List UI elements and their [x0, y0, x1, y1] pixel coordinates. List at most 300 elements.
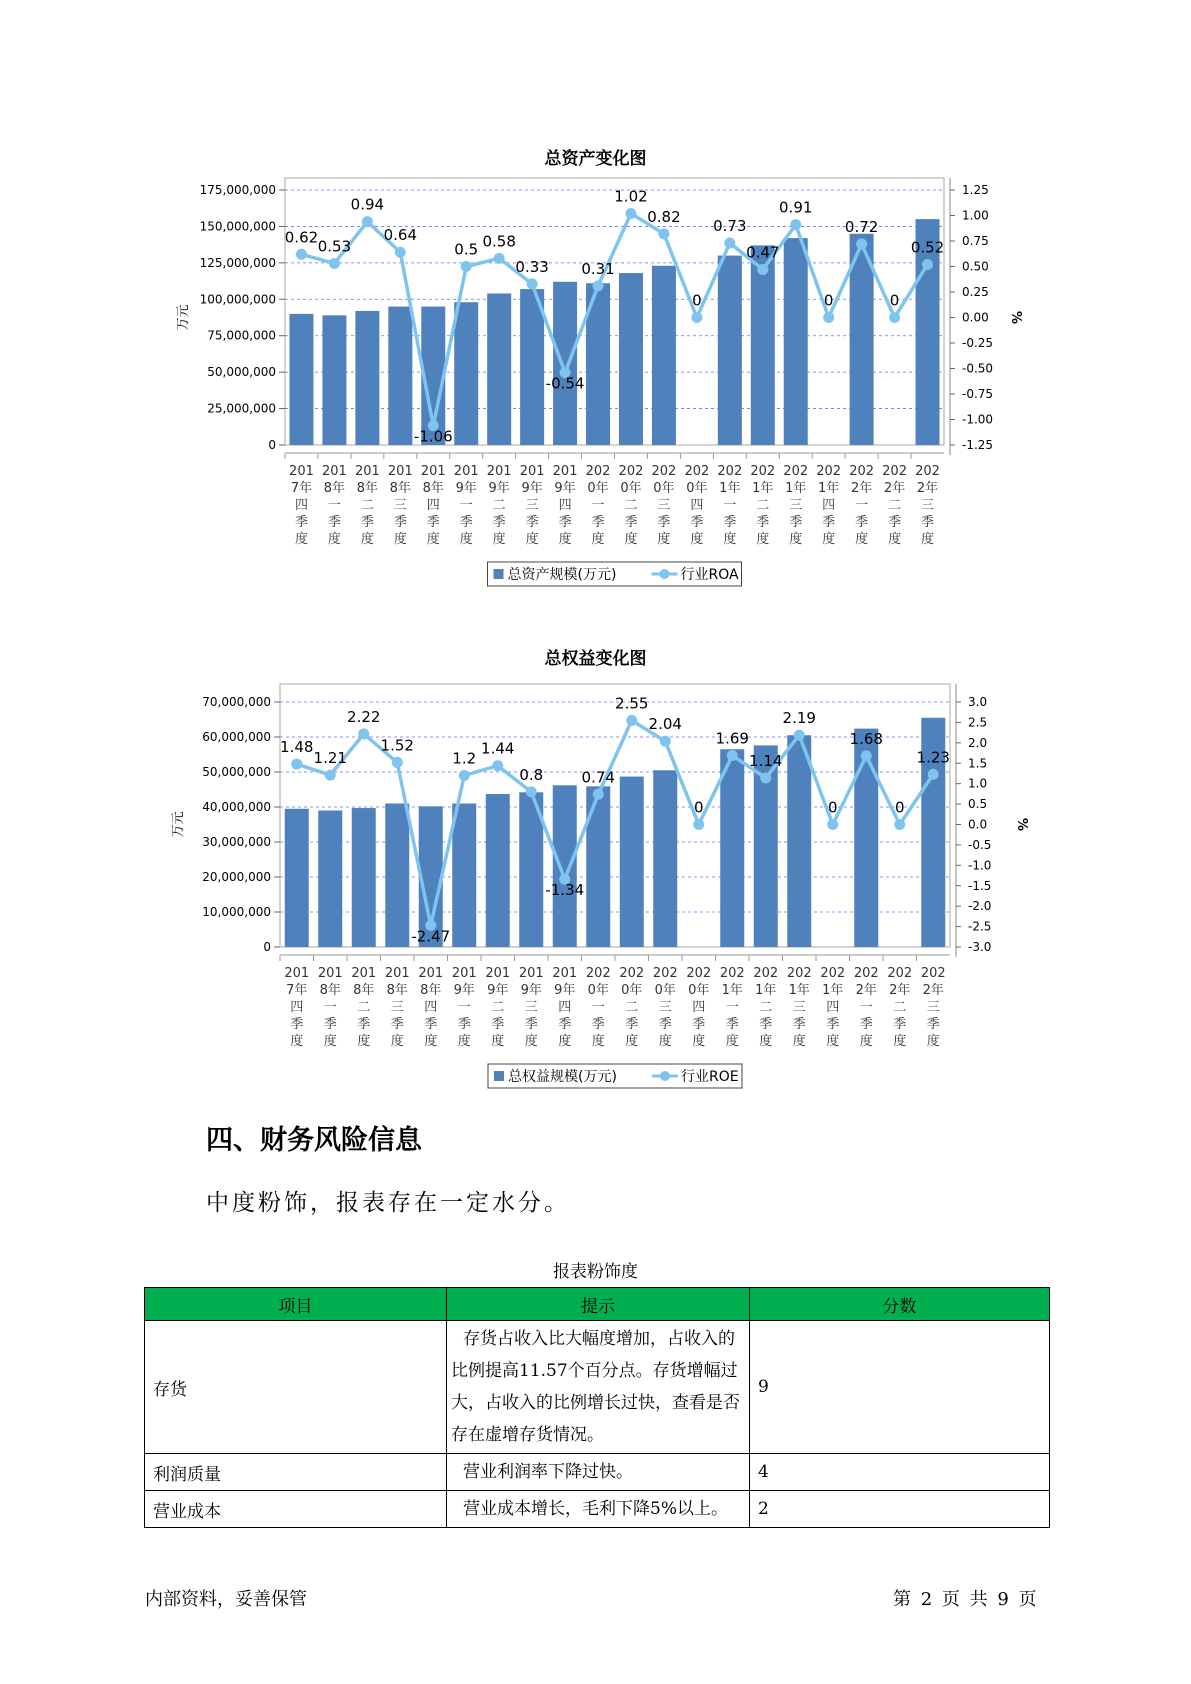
x-tick-label: 度 — [624, 532, 638, 547]
right-tick-label: -0.25 — [962, 336, 994, 350]
x-tick-label: 季 — [290, 1017, 304, 1032]
legend-bar-swatch — [494, 569, 504, 579]
x-tick-label: 度 — [690, 532, 704, 547]
data-label-3: 0.64 — [383, 226, 418, 245]
x-tick-label: 季 — [459, 515, 473, 530]
line-point-6 — [492, 760, 503, 771]
x-tick-label: 度 — [360, 532, 374, 547]
x-tick-label: 一 — [859, 1000, 873, 1015]
x-tick-label: 8年 — [319, 983, 341, 998]
row-score: 4 — [750, 1454, 1050, 1491]
bar-14 — [751, 245, 775, 445]
right-tick-label: -2.5 — [968, 919, 992, 934]
right-tick-label: 0.00 — [962, 310, 989, 325]
bar-6 — [487, 293, 511, 445]
x-tick-label: 季 — [492, 515, 506, 530]
x-tick-label: 202 — [585, 966, 611, 981]
bar-1 — [322, 315, 346, 445]
x-tick-label: 三 — [390, 1000, 404, 1015]
right-tick-label: 2.5 — [968, 715, 988, 730]
x-tick-label: 度 — [524, 1034, 538, 1049]
x-tick-label: 度 — [390, 1034, 404, 1049]
x-tick-label: 度 — [525, 532, 539, 547]
left-tick-label: 70,000,000 — [202, 695, 271, 709]
bar-15 — [784, 238, 808, 445]
x-tick-label: 度 — [558, 532, 572, 547]
footer-confidential: 内部资料，妥善保管 — [145, 1589, 307, 1610]
total-equity-chart — [0, 672, 1191, 1092]
left-axis-label: 万元 — [176, 304, 191, 331]
x-tick-label: 度 — [294, 532, 308, 547]
x-tick-label: 二 — [756, 498, 770, 513]
line-point-1 — [329, 258, 340, 269]
right-tick-label: 0.75 — [962, 234, 989, 248]
data-label-1: 0.53 — [317, 237, 352, 256]
x-tick-label: 季 — [426, 515, 440, 530]
left-tick-label: 50,000,000 — [207, 365, 276, 380]
footer-page-number: 第 2 页 共 9 页 — [893, 1589, 1037, 1610]
left-tick-label: 100,000,000 — [199, 292, 276, 307]
line-point-3 — [395, 247, 406, 258]
x-tick-label: 202 — [686, 966, 712, 981]
line-point-15 — [790, 219, 801, 230]
x-tick-label: 202 — [882, 464, 907, 479]
data-label-9: 0.31 — [581, 259, 615, 278]
bar-3 — [388, 307, 412, 445]
x-tick-label: 9年 — [453, 983, 475, 998]
x-tick-label: 季 — [789, 515, 803, 530]
data-label-19: 1.23 — [916, 748, 950, 767]
x-tick-label: 季 — [826, 1017, 840, 1032]
line-point-9 — [593, 789, 604, 800]
legend-line-marker — [660, 569, 670, 579]
x-tick-label: 202 — [887, 966, 913, 981]
bar-13 — [720, 749, 744, 947]
x-tick-label: 三 — [525, 498, 539, 513]
x-tick-label: 202 — [753, 966, 779, 981]
data-label-8: -1.34 — [545, 881, 585, 900]
row-hint: 存货占收入比大幅度增加，占收入的比例提高11.57个百分点。存货增幅过大，占收入的比例增长过快，查看是否存在虚增存货情况。 — [447, 1321, 750, 1454]
bar-10 — [620, 777, 644, 947]
right-tick-label: 3.0 — [968, 695, 988, 709]
x-tick-label: 季 — [624, 515, 638, 530]
plot-frame — [280, 684, 950, 947]
x-tick-label: 202 — [652, 966, 678, 981]
line-point-3 — [392, 757, 403, 768]
left-tick-label: 40,000,000 — [202, 800, 271, 814]
x-tick-label: 四 — [424, 1000, 438, 1015]
bar-9 — [586, 786, 610, 947]
x-tick-label: 201 — [322, 464, 347, 479]
x-tick-label: 202 — [750, 464, 776, 479]
x-tick-label: 202 — [719, 966, 745, 981]
x-tick-label: 202 — [619, 966, 645, 981]
bar-11 — [652, 266, 676, 445]
x-tick-label: 0年 — [688, 983, 710, 998]
x-tick-label: 度 — [459, 532, 473, 547]
x-tick-label: 季 — [393, 515, 407, 530]
x-tick-label: 8年 — [353, 983, 375, 998]
header-item: 项目 — [145, 1288, 447, 1321]
data-label-12: 0 — [692, 291, 702, 310]
left-tick-label: 175,000,000 — [199, 183, 276, 197]
data-label-1: 1.21 — [313, 749, 347, 768]
x-tick-label: 201 — [486, 464, 512, 479]
x-tick-label: 度 — [888, 532, 902, 547]
x-tick-label: 201 — [289, 464, 314, 479]
bar-1 — [318, 811, 342, 948]
x-tick-label: 季 — [690, 515, 704, 530]
x-tick-label: 1年 — [818, 481, 840, 496]
right-tick-label: -2.0 — [968, 899, 992, 914]
legend-line-marker — [660, 1071, 670, 1081]
x-tick-label: 二 — [759, 1000, 773, 1015]
left-tick-label: 0 — [263, 940, 271, 954]
x-tick-label: 1年 — [755, 983, 777, 998]
row-item: 营业成本 — [145, 1491, 447, 1528]
risk-table — [144, 1287, 1050, 1528]
legend-line-label: 行业ROA — [680, 567, 739, 583]
legend-bar-label: 总资产规模(万元) — [507, 567, 617, 583]
x-tick-label: 202 — [920, 966, 946, 981]
right-tick-label: -3.0 — [968, 940, 992, 954]
x-tick-label: 201 — [518, 966, 544, 981]
bar-3 — [385, 804, 409, 948]
x-tick-label: 季 — [457, 1017, 471, 1032]
x-tick-label: 季 — [294, 515, 308, 530]
x-tick-label: 季 — [591, 515, 605, 530]
x-tick-label: 2年 — [889, 983, 911, 998]
x-tick-label: 一 — [725, 1000, 739, 1015]
x-tick-label: 季 — [558, 1017, 572, 1032]
x-tick-label: 度 — [323, 1034, 337, 1049]
x-tick-label: 二 — [491, 1000, 505, 1015]
data-label-6: 0.58 — [482, 232, 516, 251]
x-tick-label: 201 — [317, 966, 343, 981]
left-tick-label: 25,000,000 — [207, 401, 276, 416]
data-label-8: -0.54 — [545, 374, 585, 393]
bar-6 — [486, 794, 510, 947]
right-tick-label: 0.0 — [968, 817, 988, 832]
x-tick-label: 度 — [658, 1034, 672, 1049]
row-item: 利润质量 — [145, 1454, 447, 1491]
x-tick-label: 202 — [816, 464, 842, 479]
x-tick-label: 度 — [657, 532, 671, 547]
x-tick-label: 三 — [524, 1000, 538, 1015]
x-tick-label: 季 — [323, 1017, 337, 1032]
line-point-12 — [693, 819, 704, 830]
x-tick-label: 201 — [451, 966, 477, 981]
x-tick-label: 一 — [723, 498, 737, 513]
x-tick-label: 0年 — [621, 983, 643, 998]
x-tick-label: 三 — [926, 1000, 940, 1015]
line-point-6 — [494, 253, 505, 264]
x-tick-label: 2年 — [916, 481, 939, 496]
line-point-18 — [889, 312, 900, 323]
line-point-19 — [922, 259, 933, 270]
x-tick-label: 三 — [789, 498, 803, 513]
legend-line-label: 行业ROE — [681, 1069, 739, 1085]
line-point-13 — [727, 750, 738, 761]
data-label-5: 1.2 — [452, 749, 477, 768]
data-label-17: 0.72 — [844, 218, 879, 237]
row-hint: 营业利润率下降过快。 — [447, 1454, 750, 1491]
x-tick-label: 季 — [893, 1017, 907, 1032]
x-tick-label: 二 — [624, 498, 638, 513]
x-tick-label: 一 — [459, 498, 473, 513]
x-tick-label: 201 — [284, 966, 310, 981]
x-tick-label: 季 — [723, 515, 737, 530]
x-tick-label: 四 — [558, 498, 572, 513]
line-point-5 — [459, 770, 470, 781]
data-label-11: 2.04 — [648, 715, 682, 734]
x-tick-label: 8年 — [323, 481, 346, 496]
data-label-18: 0 — [889, 291, 900, 310]
data-label-16: 0 — [823, 291, 834, 310]
bar-2 — [355, 311, 379, 445]
left-tick-label: 150,000,000 — [199, 219, 276, 234]
bar-13 — [718, 256, 742, 445]
x-tick-label: 三 — [658, 1000, 672, 1015]
x-tick-label: 季 — [591, 1017, 605, 1032]
right-tick-label: -0.75 — [962, 387, 994, 401]
x-tick-label: 三 — [393, 498, 407, 513]
x-tick-label: 季 — [327, 515, 341, 530]
data-label-0: 1.48 — [280, 738, 314, 757]
right-tick-label: -0.50 — [962, 361, 994, 376]
x-tick-label: 四 — [692, 1000, 706, 1015]
line-point-0 — [291, 759, 302, 770]
bar-8 — [553, 785, 577, 947]
data-label-2: 2.22 — [347, 707, 381, 726]
x-tick-label: 202 — [849, 464, 875, 479]
bar-11 — [653, 770, 677, 947]
x-tick-label: 8年 — [422, 481, 444, 496]
x-tick-label: 四 — [290, 1000, 304, 1015]
x-tick-label: 1年 — [822, 983, 844, 998]
data-label-5: 0.5 — [454, 240, 479, 259]
data-label-15: 0.91 — [779, 198, 813, 217]
x-tick-label: 0年 — [654, 983, 676, 998]
line-point-15 — [794, 730, 805, 741]
data-label-6: 1.44 — [481, 739, 515, 758]
x-tick-label: 二 — [625, 1000, 639, 1015]
table-row — [145, 1454, 1050, 1491]
x-tick-label: 8年 — [356, 481, 379, 496]
table-row — [145, 1321, 1050, 1454]
data-label-13: 0.73 — [713, 217, 747, 236]
x-tick-label: 201 — [519, 464, 545, 479]
x-tick-label: 201 — [384, 966, 410, 981]
data-label-14: 1.14 — [749, 751, 783, 770]
x-tick-label: 四 — [426, 498, 440, 513]
x-tick-label: 9年 — [487, 983, 509, 998]
bar-8 — [553, 282, 577, 445]
x-tick-label: 季 — [658, 1017, 672, 1032]
x-tick-label: 三 — [657, 498, 671, 513]
x-tick-label: 9年 — [554, 983, 576, 998]
x-tick-label: 9年 — [554, 481, 576, 496]
x-tick-label: 季 — [360, 515, 374, 530]
line-point-17 — [861, 750, 872, 761]
data-label-18: 0 — [894, 798, 905, 817]
x-tick-label: 一 — [457, 1000, 471, 1015]
x-tick-label: 8年 — [386, 983, 408, 998]
right-tick-label: 0.25 — [962, 285, 989, 299]
data-label-7: 0.8 — [519, 765, 544, 784]
x-tick-label: 季 — [390, 1017, 404, 1032]
line-point-13 — [724, 238, 735, 249]
data-label-0: 0.62 — [284, 228, 319, 247]
x-tick-label: 8年 — [389, 481, 411, 496]
right-tick-label: 1.5 — [968, 756, 988, 771]
x-tick-label: 度 — [591, 532, 605, 547]
right-tick-label: -1.00 — [962, 412, 994, 427]
x-tick-label: 二 — [357, 1000, 371, 1015]
x-tick-label: 季 — [921, 515, 935, 530]
row-score: 9 — [750, 1321, 1050, 1454]
table-row — [145, 1491, 1050, 1528]
x-tick-label: 202 — [684, 464, 710, 479]
x-tick-label: 1年 — [721, 983, 743, 998]
x-tick-label: 季 — [692, 1017, 706, 1032]
line-point-10 — [625, 208, 636, 219]
x-tick-label: 二 — [888, 498, 902, 513]
x-tick-label: 度 — [759, 1034, 773, 1049]
bar-15 — [787, 735, 811, 947]
x-tick-label: 四 — [826, 1000, 840, 1015]
x-tick-label: 度 — [492, 532, 506, 547]
x-tick-label: 度 — [859, 1034, 873, 1049]
line-point-10 — [626, 715, 637, 726]
x-tick-label: 度 — [426, 532, 440, 547]
x-tick-label: 季 — [759, 1017, 773, 1032]
row-hint: 营业成本增长，毛利下降5%以上。 — [447, 1491, 750, 1528]
x-tick-label: 三 — [792, 1000, 806, 1015]
line-point-9 — [593, 280, 604, 291]
x-tick-label: 度 — [393, 532, 407, 547]
x-tick-label: 9年 — [455, 481, 477, 496]
left-tick-label: 10,000,000 — [202, 905, 271, 919]
x-tick-label: 二 — [492, 498, 506, 513]
x-tick-label: 一 — [591, 498, 605, 513]
x-tick-label: 一 — [323, 1000, 337, 1015]
x-tick-label: 季 — [792, 1017, 806, 1032]
bar-5 — [452, 804, 476, 948]
data-label-15: 2.19 — [782, 709, 816, 728]
right-tick-label: 2.0 — [968, 735, 988, 750]
x-tick-label: 四 — [822, 498, 836, 513]
section-heading: 四、财务风险信息 — [206, 1125, 422, 1156]
x-tick-label: 度 — [625, 1034, 639, 1049]
section-summary: 中度粉饰，报表存在一定水分。 — [206, 1190, 570, 1216]
data-label-14: 0.47 — [746, 243, 780, 262]
line-point-18 — [894, 819, 905, 830]
x-tick-label: 201 — [418, 966, 444, 981]
x-tick-label: 0年 — [620, 481, 642, 496]
data-label-7: 0.33 — [515, 257, 549, 276]
x-tick-label: 季 — [424, 1017, 438, 1032]
x-tick-label: 度 — [290, 1034, 304, 1049]
right-tick-label: 0.50 — [962, 259, 989, 274]
left-tick-label: 50,000,000 — [202, 765, 271, 779]
x-tick-label: 0年 — [587, 481, 609, 496]
x-tick-label: 度 — [893, 1034, 907, 1049]
table-header-row — [145, 1288, 1050, 1321]
x-tick-label: 201 — [552, 966, 578, 981]
bar-0 — [285, 809, 309, 947]
x-tick-label: 二 — [893, 1000, 907, 1015]
bar-0 — [289, 314, 313, 445]
x-tick-label: 度 — [756, 532, 770, 547]
x-tick-label: 202 — [585, 464, 611, 479]
x-tick-label: 度 — [822, 532, 836, 547]
right-axis-label: % — [1008, 310, 1023, 325]
x-tick-label: 度 — [926, 1034, 940, 1049]
x-tick-label: 度 — [789, 532, 803, 547]
x-tick-label: 季 — [357, 1017, 371, 1032]
x-tick-label: 一 — [327, 498, 341, 513]
data-label-16: 0 — [827, 798, 838, 817]
x-tick-label: 季 — [859, 1017, 873, 1032]
right-tick-label: -1.5 — [968, 878, 992, 893]
x-tick-label: 三 — [921, 498, 935, 513]
line-point-12 — [691, 312, 702, 323]
x-tick-label: 202 — [783, 464, 809, 479]
line-point-0 — [296, 249, 307, 260]
left-tick-label: 125,000,000 — [199, 255, 276, 270]
data-label-4: -1.06 — [413, 427, 453, 446]
line-point-2 — [358, 728, 369, 739]
right-tick-label: -0.5 — [968, 837, 992, 852]
data-label-13: 1.69 — [715, 729, 749, 748]
x-tick-label: 201 — [420, 464, 446, 479]
right-tick-label: 1.00 — [962, 208, 989, 223]
x-tick-label: 季 — [491, 1017, 505, 1032]
bar-10 — [619, 273, 643, 445]
x-tick-label: 度 — [457, 1034, 471, 1049]
right-tick-label: 1.25 — [962, 183, 989, 197]
line-point-16 — [823, 312, 834, 323]
x-tick-label: 201 — [485, 966, 511, 981]
x-tick-label: 季 — [558, 515, 572, 530]
x-tick-label: 2年 — [855, 983, 877, 998]
x-tick-label: 季 — [525, 515, 539, 530]
x-tick-label: 度 — [491, 1034, 505, 1049]
x-tick-label: 0年 — [686, 481, 708, 496]
left-tick-label: 0 — [268, 438, 276, 452]
row-score: 2 — [750, 1491, 1050, 1528]
x-tick-label: 201 — [552, 464, 578, 479]
line-point-19 — [928, 769, 939, 780]
x-tick-label: 度 — [723, 532, 737, 547]
x-tick-label: 度 — [424, 1034, 438, 1049]
row-item: 存货 — [145, 1321, 447, 1454]
right-tick-label: 0.5 — [968, 797, 988, 812]
data-label-12: 0 — [693, 798, 704, 817]
legend-bar-swatch — [494, 1071, 504, 1081]
x-tick-label: 8年 — [420, 983, 442, 998]
x-tick-label: 9年 — [488, 481, 510, 496]
x-tick-label: 季 — [822, 515, 836, 530]
header-hint: 提示 — [447, 1288, 750, 1321]
x-tick-label: 季 — [888, 515, 902, 530]
x-tick-label: 2年 — [883, 481, 906, 496]
x-tick-label: 201 — [354, 464, 380, 479]
line-point-17 — [856, 239, 867, 250]
left-tick-label: 60,000,000 — [202, 730, 271, 744]
x-tick-label: 四 — [294, 498, 308, 513]
